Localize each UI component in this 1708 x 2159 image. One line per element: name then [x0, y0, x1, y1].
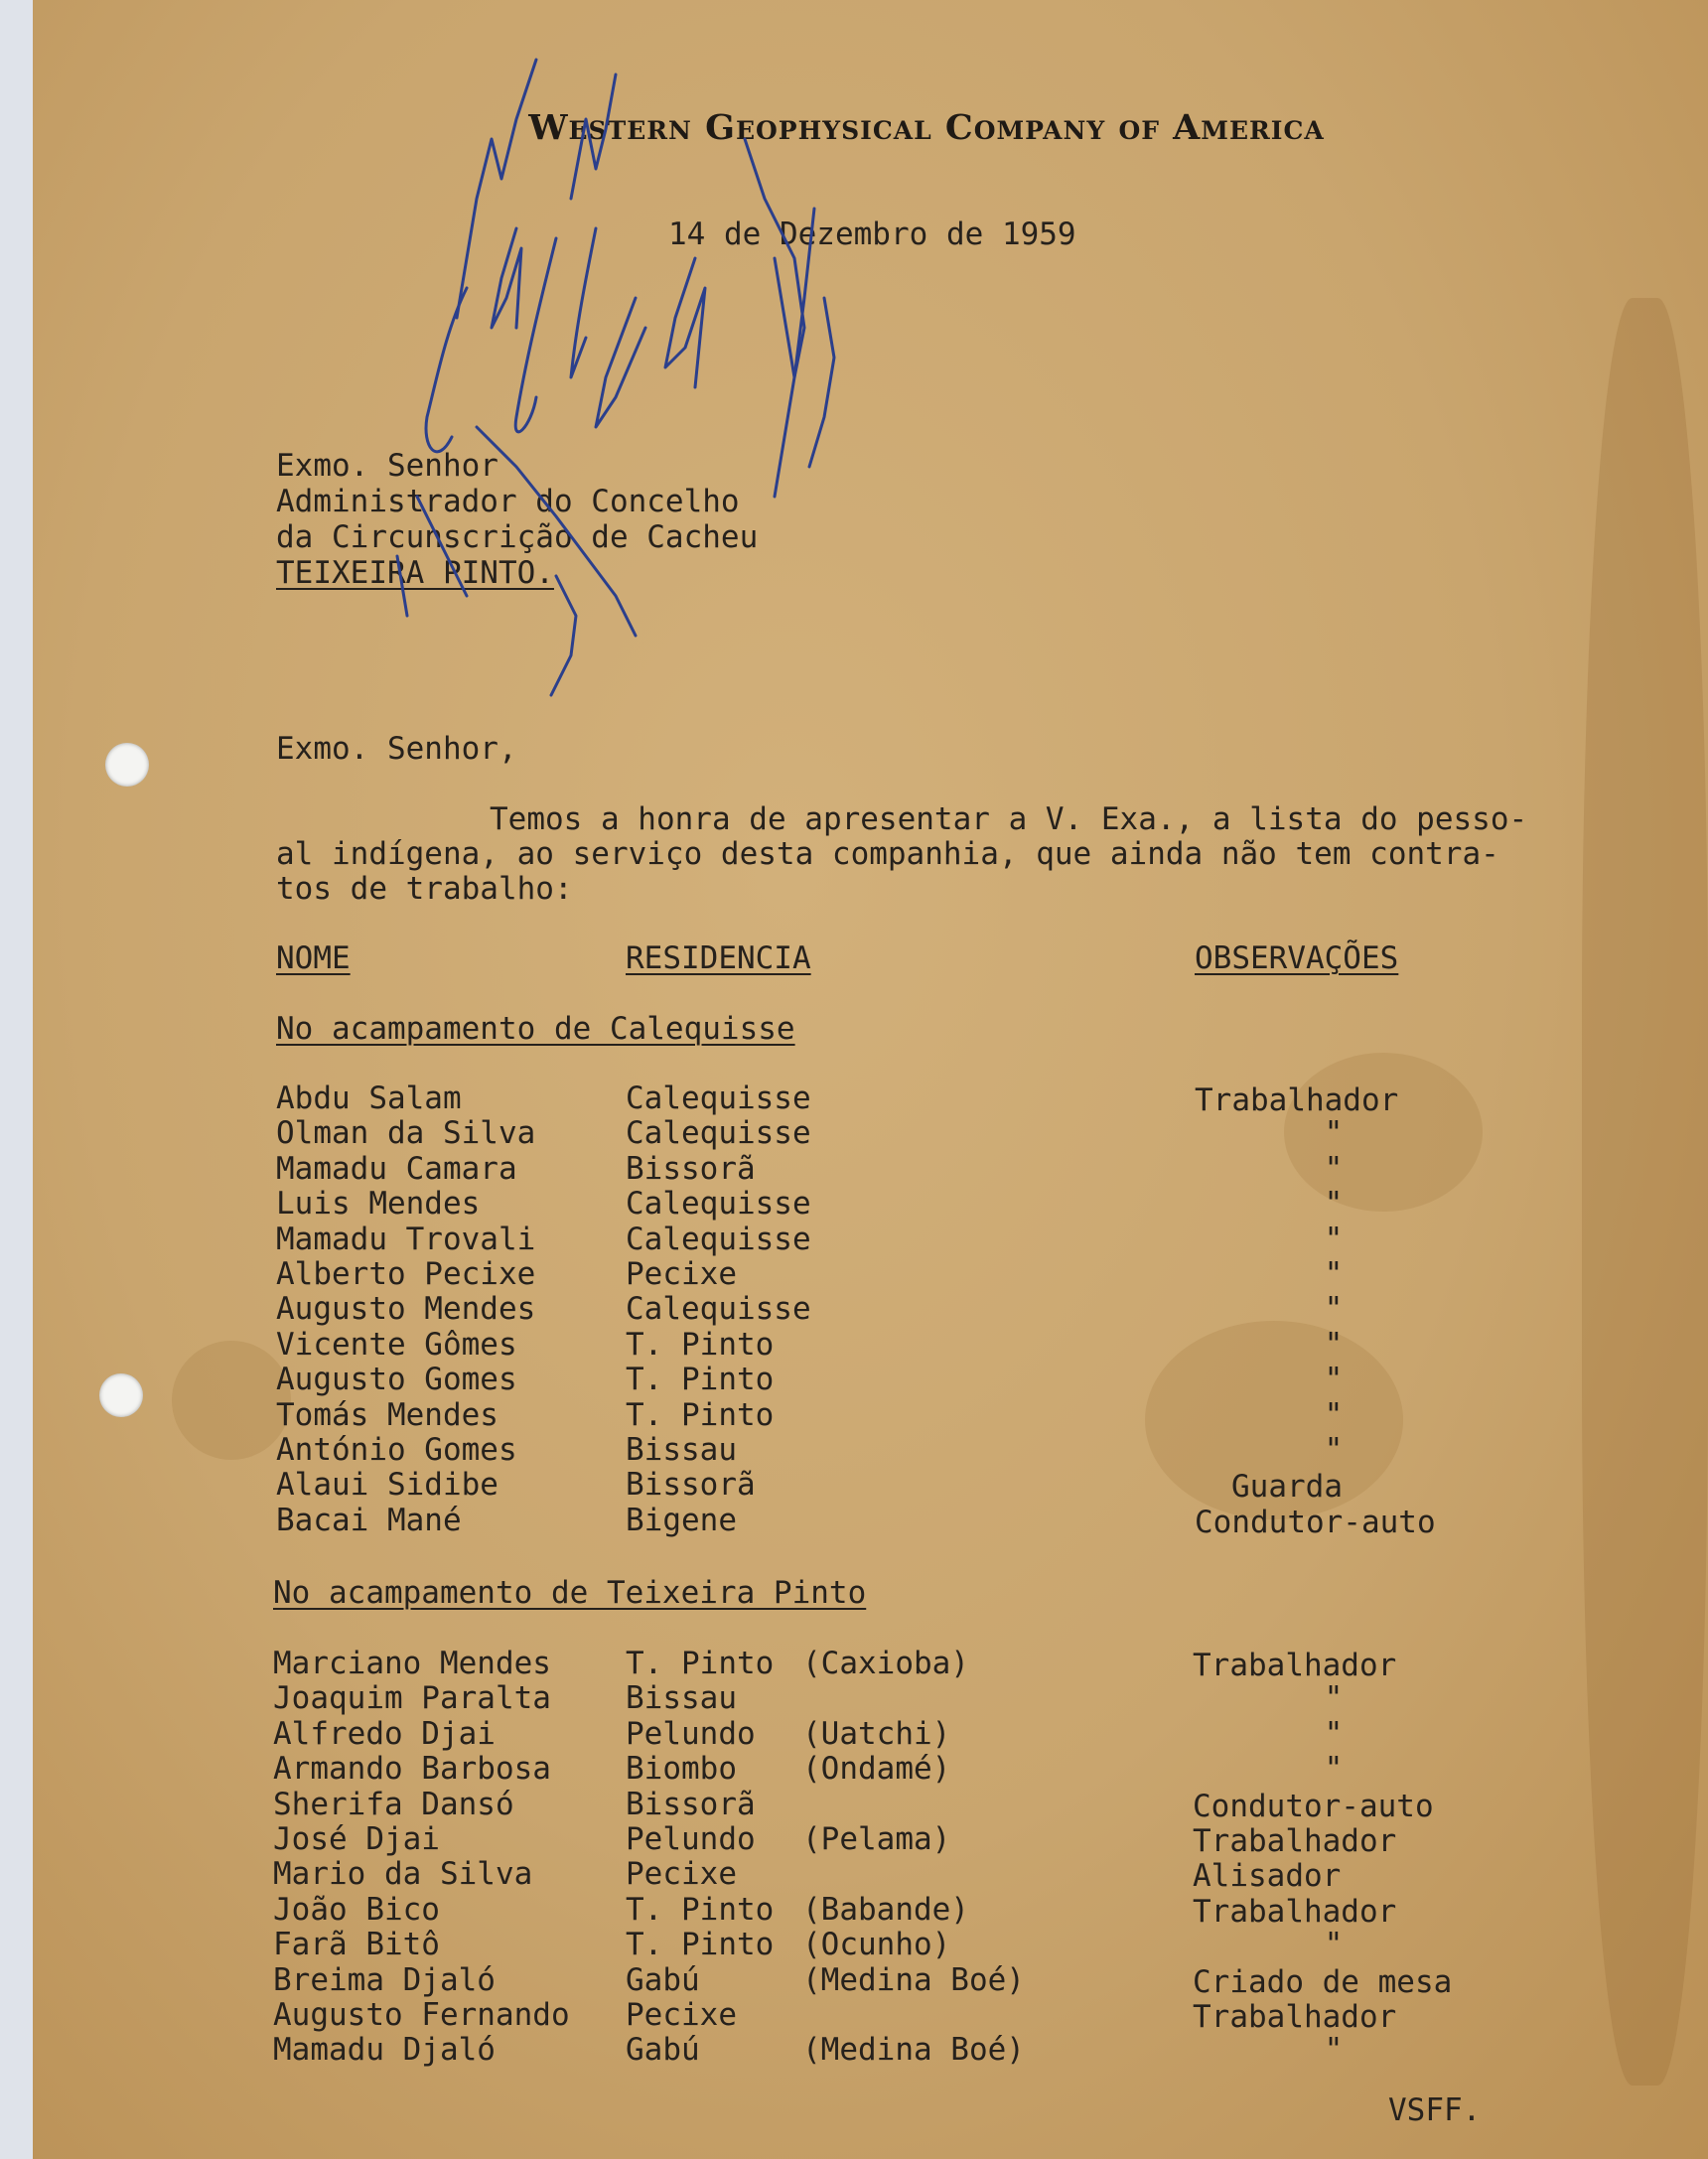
row-observation: Guarda: [1231, 1469, 1343, 1506]
row-observation-ditto: ": [1324, 1751, 1344, 1788]
row-observation: Trabalhador: [1193, 1999, 1397, 2035]
addressee-line-2: Administrador do Concelho: [276, 484, 740, 519]
row-residence: Bigene: [626, 1502, 737, 1538]
row-observation-ditto: ": [1324, 1291, 1344, 1328]
row-locality: (Ocunho): [802, 1927, 951, 1963]
body-line-3: tos de trabalho:: [276, 871, 573, 907]
row-name: Augusto Gomes: [276, 1362, 517, 1398]
addressee-line-1: Exmo. Senhor: [276, 448, 498, 484]
salutation: Exmo. Senhor,: [276, 731, 517, 767]
row-name: Tomás Mendes: [276, 1396, 498, 1433]
row-residence: Bissorã: [626, 1150, 756, 1187]
row-observation-ditto: ": [1324, 1680, 1344, 1717]
row-name: Mario da Silva: [273, 1856, 533, 1893]
row-residence: T. Pinto: [626, 1396, 775, 1433]
row-locality: (Caxioba): [802, 1646, 969, 1681]
row-name: Olman da Silva: [276, 1115, 536, 1152]
row-observation-ditto: ": [1324, 1396, 1344, 1433]
footer-vsff: VSFF.: [1388, 2092, 1482, 2128]
row-name: Armando Barbosa: [273, 1751, 551, 1788]
addressee-line-4: TEIXEIRA PINTO.: [276, 555, 554, 591]
letterhead: Western Geophysical Company of America: [528, 107, 1325, 148]
row-observation-ditto: ": [1324, 1115, 1344, 1152]
punch-hole-top: [105, 743, 149, 787]
row-residence: Pecixe: [626, 1856, 737, 1893]
header-observations: OBSERVAÇÕES: [1195, 940, 1399, 976]
row-name: Joaquim Paralta: [273, 1680, 551, 1717]
row-residence: Calequisse: [626, 1115, 811, 1152]
row-name: Marciano Mendes: [273, 1646, 551, 1681]
row-name: Sherifa Dansó: [273, 1786, 514, 1822]
row-name: Abdu Salam: [276, 1080, 462, 1116]
row-residence: Calequisse: [626, 1221, 811, 1257]
row-name: Mamadu Trovali: [276, 1221, 536, 1257]
header-residence: RESIDENCIA: [626, 940, 811, 976]
row-observation-ditto: ": [1324, 1326, 1344, 1363]
row-locality: (Medina Boé): [802, 2032, 1025, 2069]
row-observation: Trabalhador: [1193, 1823, 1397, 1859]
row-observation-ditto: ": [1324, 1715, 1344, 1752]
document-page: [33, 0, 1708, 2159]
row-name: Luis Mendes: [276, 1186, 481, 1223]
row-locality: (Babande): [802, 1891, 969, 1928]
row-locality: (Uatchi): [802, 1715, 951, 1752]
body-line-1: Temos a honra de apresentar a V. Exa., a lista do pesso-: [490, 801, 1528, 837]
row-name: Vicente Gômes: [276, 1326, 517, 1363]
row-observation: Condutor-auto: [1195, 1504, 1436, 1540]
row-residence: Bissorã: [626, 1467, 756, 1504]
row-residence: Pelundo: [626, 1821, 756, 1857]
header-name: NOME: [276, 940, 351, 976]
row-residence: Pecixe: [626, 1256, 737, 1292]
row-name: Augusto Mendes: [276, 1291, 536, 1328]
row-name: Mamadu Camara: [276, 1150, 517, 1187]
addressee-line-3: da Circunscrição de Cacheu: [276, 519, 759, 555]
row-locality: (Ondamé): [802, 1751, 951, 1788]
row-residence: T. Pinto: [626, 1927, 775, 1963]
letter-date: 14 de Dezembro de 1959: [668, 216, 1076, 252]
row-residence: T. Pinto: [626, 1326, 775, 1363]
row-observation-ditto: ": [1324, 1432, 1344, 1468]
row-observation-ditto: ": [1324, 1927, 1344, 1963]
row-observation: Trabalhador: [1195, 1082, 1399, 1118]
row-residence: T. Pinto: [626, 1646, 775, 1681]
row-residence: Pecixe: [626, 1997, 737, 2033]
row-residence: Bissau: [626, 1432, 737, 1468]
row-observation: Alisador: [1193, 1858, 1342, 1895]
row-name: Alaui Sidibe: [276, 1467, 498, 1504]
row-observation-ditto: ": [1324, 2032, 1344, 2069]
row-name: João Bico: [273, 1891, 440, 1928]
row-residence: Gabú: [626, 1961, 700, 1998]
row-observation: Trabalhador: [1193, 1893, 1397, 1930]
row-residence: Calequisse: [626, 1291, 811, 1328]
row-observation-ditto: ": [1324, 1221, 1344, 1257]
row-name: António Gomes: [276, 1432, 517, 1468]
row-residence: Bissau: [626, 1680, 737, 1717]
row-residence: Calequisse: [626, 1080, 811, 1116]
row-name: Mamadu Djaló: [273, 2032, 496, 2069]
section-title-calequisse: No acampamento de Calequisse: [276, 1011, 795, 1047]
row-residence: Biombo: [626, 1751, 737, 1788]
row-name: Farã Bitô: [273, 1927, 440, 1963]
row-name: Alberto Pecixe: [276, 1256, 536, 1292]
row-residence: Pelundo: [626, 1715, 756, 1752]
row-observation: Criado de mesa: [1193, 1963, 1453, 2000]
row-observation-ditto: ": [1324, 1150, 1344, 1187]
row-observation-ditto: ": [1324, 1186, 1344, 1223]
row-residence: Bissorã: [626, 1786, 756, 1822]
row-name: Augusto Fernando: [273, 1997, 570, 2033]
row-locality: (Pelama): [802, 1821, 951, 1857]
row-name: Breima Djaló: [273, 1961, 496, 1998]
row-residence: Gabú: [626, 2032, 700, 2069]
body-line-2: al indígena, ao serviço desta companhia, que ainda não tem contra-: [276, 836, 1499, 872]
row-residence: T. Pinto: [626, 1362, 775, 1398]
row-observation-ditto: ": [1324, 1256, 1344, 1292]
section-title-teixeira-pinto: No acampamento de Teixeira Pinto: [273, 1575, 867, 1611]
row-residence: T. Pinto: [626, 1891, 775, 1928]
row-locality: (Medina Boé): [802, 1961, 1025, 1998]
row-residence: Calequisse: [626, 1186, 811, 1223]
row-name: Alfredo Djai: [273, 1715, 496, 1752]
row-name: José Djai: [273, 1821, 440, 1857]
punch-hole-bottom: [99, 1373, 143, 1417]
row-name: Bacai Mané: [276, 1502, 462, 1538]
row-observation: Trabalhador: [1193, 1648, 1397, 1683]
row-observation: Condutor-auto: [1193, 1788, 1434, 1824]
row-observation-ditto: ": [1324, 1362, 1344, 1398]
